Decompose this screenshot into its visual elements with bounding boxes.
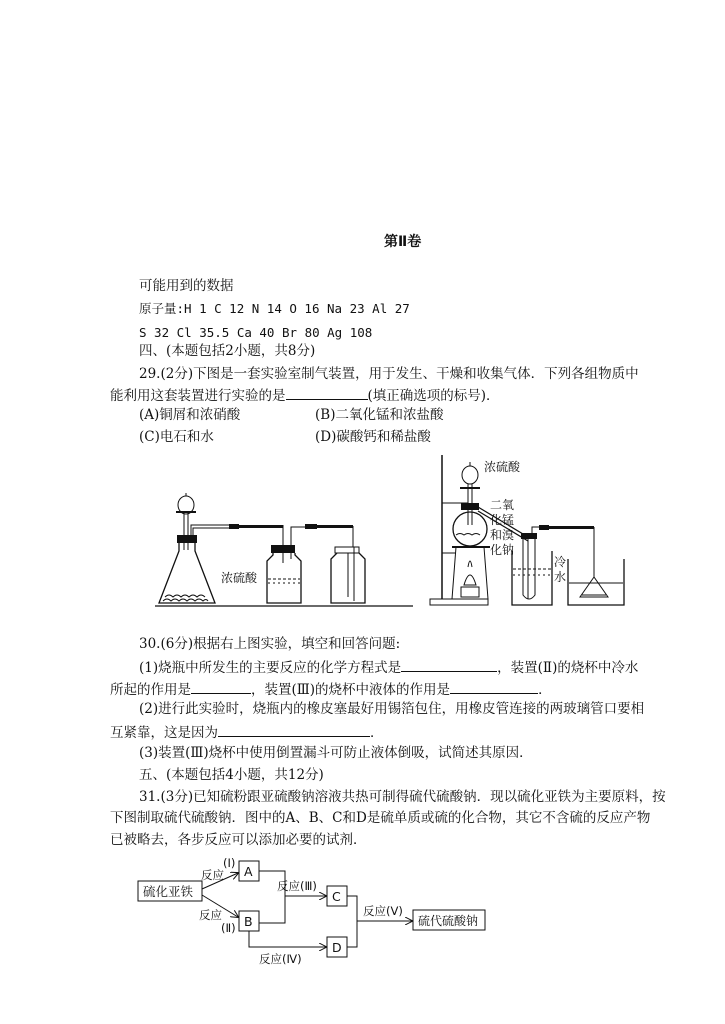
q30-equation-blank[interactable] [401, 658, 497, 672]
q30-line-5-prefix: 互紧靠，这是因为 [110, 725, 218, 741]
q30-line-6: (3)装置(Ⅲ)烧杯中使用倒置漏斗可防止液体倒吸，试简述其原因． [139, 745, 533, 761]
q30-cold-water-blank[interactable] [191, 680, 251, 694]
q29-answer-blank[interactable] [286, 386, 368, 400]
q30-line-3-prefix: 所起的作用是 [110, 682, 191, 698]
q30-line-2-suffix: ，装置(Ⅱ)的烧杯中冷水 [497, 660, 639, 676]
reaction-flow-diagram [135, 855, 495, 967]
flow-reaction-3-label: 反应(Ⅲ) [277, 879, 317, 893]
q30-line-3-suffix: ． [538, 682, 552, 698]
q30-line-5 [110, 723, 384, 741]
flow-reaction-2-label: 反应 [199, 908, 222, 922]
flow-node-c-label: C [332, 889, 341, 904]
q30-line-4: (2)进行此实验时，烧瓶内的橡皮塞最好用锡箔包住，用橡皮管连接的两玻璃管口要相 [139, 701, 645, 717]
q30-line-1: 30.(6分)根据右上图实验，填空和回答问题: [139, 636, 401, 652]
q31-line-1: 31.(3分)已知硫粉跟亚硫酸钠溶液共热可制得硫代硫酸钠．现以硫化亚铁为主要原料，按 [139, 789, 666, 805]
q29-option-d: (D)碳酸钙和稀盐酸 [315, 429, 431, 445]
flow-reaction-5-label: 反应(Ⅴ) [363, 904, 403, 918]
part5-heading: 五、(本题包括4小题，共12分) [139, 767, 324, 783]
flow-reaction-1-number: (Ⅰ) [223, 856, 236, 870]
data-heading: 可能用到的数据 [139, 278, 234, 294]
q29-option-a: (A)铜屑和浓硝酸 [139, 407, 241, 423]
flow-reaction-4-label: 反应(Ⅳ) [259, 952, 302, 966]
q30-line-2 [139, 658, 638, 676]
right-figure-cold-label-1: 冷 [554, 555, 567, 569]
right-figure-acid-label: 浓硫酸 [484, 460, 521, 474]
q30-line-2-prefix: (1)烧瓶中所发生的主要反应的化学方程式是 [139, 660, 402, 676]
flow-reaction-2-number: (Ⅱ) [221, 921, 236, 935]
gas-generation-apparatus-figure [155, 485, 415, 615]
distillation-apparatus-figure [428, 455, 638, 607]
q30-liquid-role-blank[interactable] [450, 680, 538, 694]
right-figure-mix-label-3: 和溴 [490, 528, 515, 542]
q31-line-3: 已被略去，各步反应可以添加必要的试剂． [110, 832, 367, 848]
flow-node-b-label: B [244, 914, 253, 929]
atomic-mass-line-1: 原子量:H 1 C 12 N 14 O 16 Na 23 Al 27 [139, 301, 410, 316]
q29-line-2-prefix: 能利用这套装置进行实验的是 [110, 388, 286, 404]
section-title: 第Ⅱ卷 [384, 234, 422, 250]
flow-node-a-label: A [244, 864, 253, 879]
q29-option-c: (C)电石和水 [139, 429, 214, 445]
q30-reason-blank[interactable] [218, 723, 370, 737]
flow-reaction-1-label: 反应 [201, 868, 224, 882]
right-figure-mix-label-2: 化锰 [490, 513, 515, 527]
flow-end-label: 硫代硫酸钠 [418, 914, 479, 928]
q29-option-b: (B)二氧化锰和浓盐酸 [315, 407, 444, 423]
q30-line-5-suffix: ． [370, 725, 384, 741]
part4-heading: 四、(本题包括2小题，共8分) [139, 343, 316, 359]
q29-line-2 [110, 386, 500, 404]
right-figure-mix-label-1: 二氧 [490, 498, 515, 512]
q29-line-1: 29.(2分)下图是一套实验室制气装置，用于发生、干燥和收集气体．下列各组物质中 [139, 366, 639, 382]
flow-node-d-label: D [332, 940, 342, 955]
q29-line-2-suffix: (填正确选项的标号)． [367, 388, 500, 404]
q30-line-3 [110, 680, 552, 698]
left-figure-acid-label: 浓硫酸 [221, 571, 258, 585]
flow-start-label: 硫化亚铁 [143, 884, 194, 899]
q30-line-3-mid: ，装置(Ⅲ)的烧杯中液体的作用是 [251, 682, 451, 698]
atomic-mass-line-2: S 32 Cl 35.5 Ca 40 Br 80 Ag 108 [139, 325, 373, 340]
q31-line-2: 下图制取硫代硫酸钠．图中的A、B、C和D是硫单质或硫的化合物，其它不含硫的反应产物 [110, 810, 651, 826]
right-figure-mix-label-4: 化钠 [490, 543, 515, 557]
right-figure-cold-label-2: 水 [554, 570, 567, 584]
